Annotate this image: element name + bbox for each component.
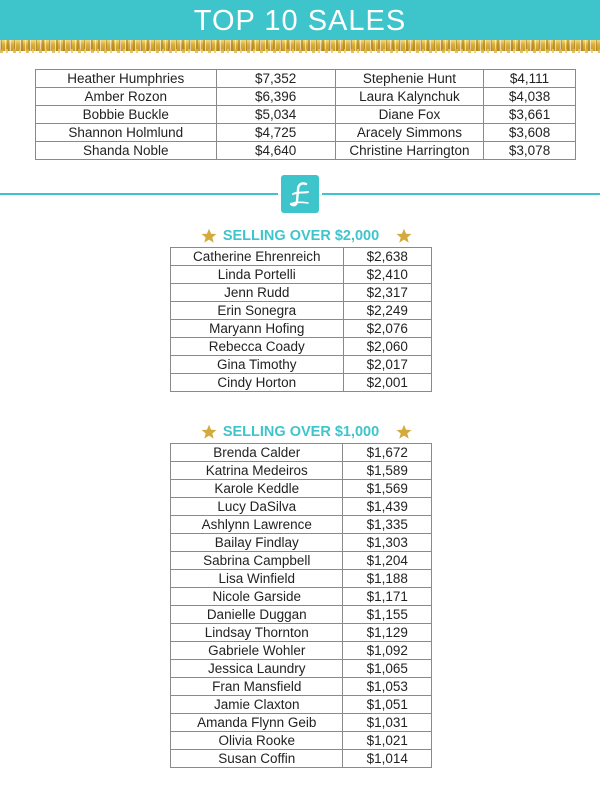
- seller-name-cell: Sabrina Campbell: [171, 552, 343, 570]
- seller-name-cell: Ashlynn Lawrence: [171, 516, 343, 534]
- sales-amount-cell: $1,014: [343, 750, 432, 768]
- table-row: [171, 338, 432, 356]
- sales-amount-cell: $3,608: [484, 124, 576, 142]
- sales-amount-cell: $1,053: [343, 678, 432, 696]
- seller-name-cell: Jessica Laundry: [171, 660, 343, 678]
- table-row: [171, 462, 432, 480]
- table-row: [171, 248, 432, 266]
- seller-name-cell: Aracely Simmons: [335, 124, 483, 142]
- seller-name-cell: Brenda Calder: [171, 444, 343, 462]
- sales-amount-cell: $1,155: [343, 606, 432, 624]
- table-row: [171, 516, 432, 534]
- sales-amount-cell: $1,589: [343, 462, 432, 480]
- sales-amount-cell: $2,017: [343, 356, 432, 374]
- seller-name-cell: Shannon Holmlund: [36, 124, 217, 142]
- table-row: [171, 480, 432, 498]
- over-2000-table: [170, 247, 432, 392]
- table-row: [171, 696, 432, 714]
- seller-name-cell: Shanda Noble: [36, 142, 217, 160]
- section-title-over-1000: SELLING OVER $1,000: [222, 424, 380, 440]
- table-row: [171, 266, 432, 284]
- sales-amount-cell: $4,038: [484, 88, 576, 106]
- table-row: [36, 88, 576, 106]
- seller-name-cell: Jamie Claxton: [171, 696, 343, 714]
- star-icon: [396, 228, 412, 244]
- seller-name-cell: Laura Kalynchuk: [335, 88, 483, 106]
- sales-amount-cell: $1,672: [343, 444, 432, 462]
- seller-name-cell: Bailay Findlay: [171, 534, 343, 552]
- script-f-logo-icon: [281, 175, 319, 213]
- seller-name-cell: Lindsay Thornton: [171, 624, 343, 642]
- seller-name-cell: Stephenie Hunt: [335, 70, 483, 88]
- star-icon: [396, 424, 412, 440]
- table-row: [171, 642, 432, 660]
- seller-name-cell: Olivia Rooke: [171, 732, 343, 750]
- sales-amount-cell: $2,060: [343, 338, 432, 356]
- seller-name-cell: Fran Mansfield: [171, 678, 343, 696]
- table-row: [171, 552, 432, 570]
- table-row: [171, 624, 432, 642]
- seller-name-cell: Heather Humphries: [36, 70, 217, 88]
- script-f-glyph: [281, 175, 319, 213]
- sales-amount-cell: $1,188: [343, 570, 432, 588]
- seller-name-cell: Diane Fox: [335, 106, 483, 124]
- seller-name-cell: Nicole Garside: [171, 588, 343, 606]
- table-row: [171, 302, 432, 320]
- sales-amount-cell: $4,111: [484, 70, 576, 88]
- sales-amount-cell: $1,129: [343, 624, 432, 642]
- sales-amount-cell: $1,051: [343, 696, 432, 714]
- sales-amount-cell: $3,078: [484, 142, 576, 160]
- section-title-over-2000: SELLING OVER $2,000: [222, 228, 380, 244]
- sales-amount-cell: $2,638: [343, 248, 432, 266]
- sales-amount-cell: $4,725: [216, 124, 335, 142]
- table-row: [171, 606, 432, 624]
- sales-amount-cell: $1,031: [343, 714, 432, 732]
- seller-name-cell: Lucy DaSilva: [171, 498, 343, 516]
- sales-amount-cell: $2,076: [343, 320, 432, 338]
- seller-name-cell: Catherine Ehrenreich: [171, 248, 344, 266]
- sales-amount-cell: $1,065: [343, 660, 432, 678]
- table-row: [171, 284, 432, 302]
- sales-amount-cell: $4,640: [216, 142, 335, 160]
- seller-name-cell: Amber Rozon: [36, 88, 217, 106]
- seller-name-cell: Katrina Medeiros: [171, 462, 343, 480]
- seller-name-cell: Cindy Horton: [171, 374, 344, 392]
- table-row: [171, 570, 432, 588]
- seller-name-cell: Gina Timothy: [171, 356, 344, 374]
- seller-name-cell: Susan Coffin: [171, 750, 343, 768]
- table-row: [171, 534, 432, 552]
- sales-amount-cell: $1,171: [343, 588, 432, 606]
- seller-name-cell: Christine Harrington: [335, 142, 483, 160]
- table-row: [171, 714, 432, 732]
- table-row: [171, 588, 432, 606]
- sales-amount-cell: $1,439: [343, 498, 432, 516]
- table-row: [171, 678, 432, 696]
- sales-amount-cell: $1,204: [343, 552, 432, 570]
- table-row: [171, 356, 432, 374]
- sales-amount-cell: $2,317: [343, 284, 432, 302]
- table-row: [36, 106, 576, 124]
- sales-amount-cell: $2,249: [343, 302, 432, 320]
- table-row: [36, 142, 576, 160]
- sales-amount-cell: $5,034: [216, 106, 335, 124]
- seller-name-cell: Erin Sonegra: [171, 302, 344, 320]
- sales-amount-cell: $7,352: [216, 70, 335, 88]
- sales-amount-cell: $1,303: [343, 534, 432, 552]
- seller-name-cell: Karole Keddle: [171, 480, 343, 498]
- table-row: [171, 660, 432, 678]
- sales-amount-cell: $2,410: [343, 266, 432, 284]
- sales-amount-cell: $6,396: [216, 88, 335, 106]
- seller-name-cell: Bobbie Buckle: [36, 106, 217, 124]
- sales-amount-cell: $1,335: [343, 516, 432, 534]
- sales-amount-cell: $1,569: [343, 480, 432, 498]
- divider-line-right: [322, 193, 600, 195]
- table-row: [171, 374, 432, 392]
- seller-name-cell: Rebecca Coady: [171, 338, 344, 356]
- seller-name-cell: Amanda Flynn Geib: [171, 714, 343, 732]
- seller-name-cell: Jenn Rudd: [171, 284, 344, 302]
- seller-name-cell: Gabriele Wohler: [171, 642, 343, 660]
- table-row: [36, 70, 576, 88]
- sales-amount-cell: $3,661: [484, 106, 576, 124]
- divider-line-left: [0, 193, 278, 195]
- top10-sales-table: [35, 69, 576, 160]
- seller-name-cell: Linda Portelli: [171, 266, 344, 284]
- table-row: [36, 124, 576, 142]
- page-title: TOP 10 SALES: [193, 5, 407, 37]
- table-row: [171, 444, 432, 462]
- sales-amount-cell: $1,021: [343, 732, 432, 750]
- seller-name-cell: Lisa Winfield: [171, 570, 343, 588]
- table-row: [171, 750, 432, 768]
- sales-amount-cell: $1,092: [343, 642, 432, 660]
- gold-glitter-edge: [0, 49, 600, 53]
- seller-name-cell: Maryann Hofing: [171, 320, 344, 338]
- table-row: [171, 320, 432, 338]
- table-row: [171, 732, 432, 750]
- table-row: [171, 498, 432, 516]
- over-1000-table: [170, 443, 432, 768]
- seller-name-cell: Danielle Duggan: [171, 606, 343, 624]
- sales-amount-cell: $2,001: [343, 374, 432, 392]
